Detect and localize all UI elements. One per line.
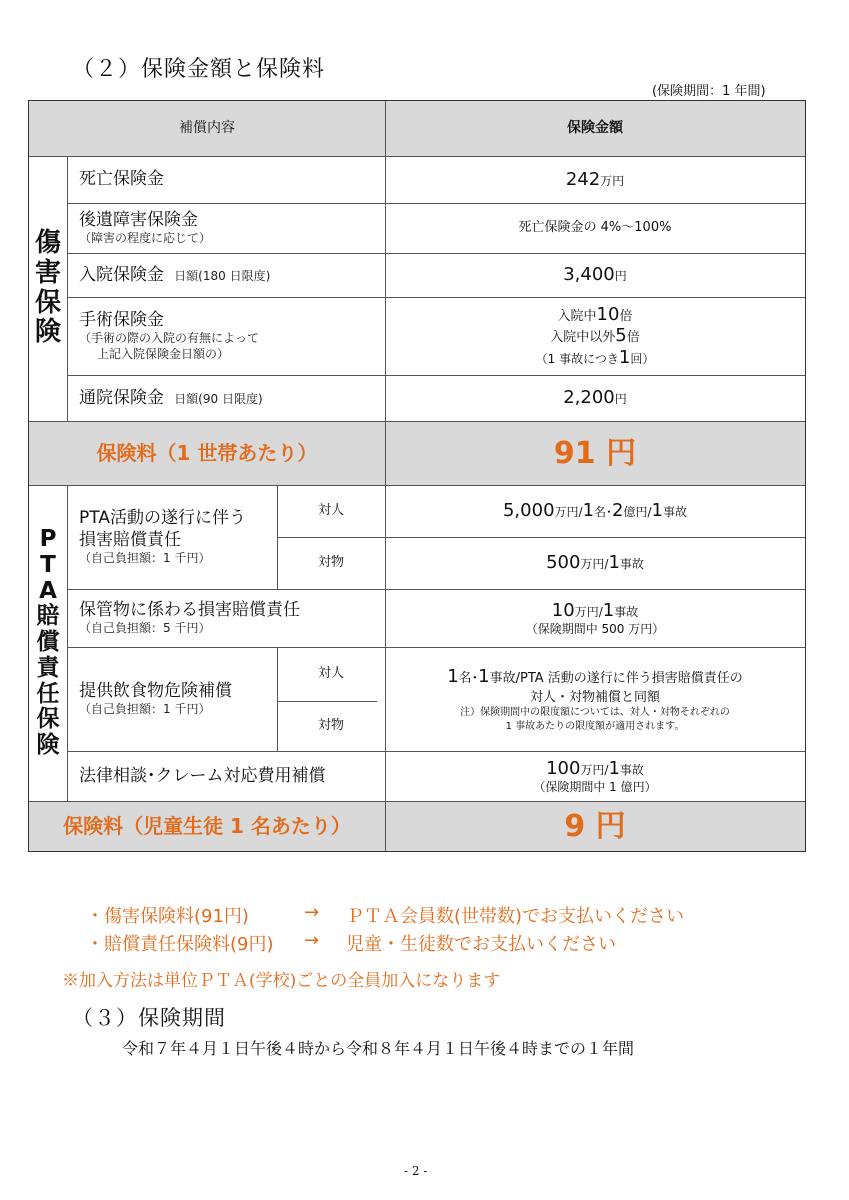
payment-line-1-arrow: → — [304, 902, 320, 923]
section-3-title: （３）保険期間 — [72, 1006, 226, 1030]
food-hazard-amount: 1 名･ 1 事故/PTA 活動の遂行に伴う損害賠償責任の 対人・対物補償と同額 注）保険期間中の限度額については、対人・対物それぞれの 1 事故あたりの限度額が適用されます。 — [447, 665, 743, 732]
liability-premium-value: 9 円 — [564, 808, 626, 844]
section-2-title: （２）保険金額と保険料 — [72, 57, 326, 82]
death-benefit-label: 死亡保険金 — [79, 169, 164, 190]
pta-person-label: 対人 — [317, 502, 344, 518]
pta-property-label: 対物 — [317, 554, 344, 570]
custody-liability-label: 保管物に係わる損害賠償責任 （自己負担額：5 千円） — [79, 600, 300, 636]
enrollment-note: ※加入方法は単位ＰＴＡ(学校)ごとの全員加入になります — [62, 971, 501, 991]
outpatient-benefit-label: 通院保険金 日額(90 日限度) — [79, 387, 263, 408]
death-benefit-amount: 242 万円 — [565, 168, 625, 190]
injury-premium-label: 保険料（1 世帯あたり） — [96, 441, 318, 465]
hospital-benefit-label: 入院保険金 日額(180 日限度) — [79, 264, 271, 285]
pta-property-amount: 500 万円/ 1 事故 — [546, 552, 644, 574]
payment-line-1-right: ＰＴＡ会員数(世帯数)でお支払いください — [346, 906, 685, 927]
legal-consultation-label: 法律相談･クレーム対応費用補償 — [79, 765, 326, 786]
payment-line-1-left: ・傷害保険料(91円) — [86, 906, 249, 927]
page-number: - 2 - — [404, 1164, 428, 1178]
insurance-table — [28, 100, 806, 852]
disability-benefit-label: 後遺障害保険金 （障害の程度に応じて） — [79, 210, 212, 246]
pta-person-amount: 5,000 万円/ 1 名･ 2 億円/ 1 事故 — [502, 500, 687, 522]
surgery-benefit-amount: 入院中 10 倍 入院中以外 5 倍 （1 事故につき 1 回） — [535, 303, 655, 368]
food-person-label: 対人 — [317, 665, 344, 681]
disability-benefit-amount: 死亡保険金の 4%～100% — [518, 219, 672, 235]
payment-line-2-arrow: → — [304, 930, 320, 951]
food-property-label: 対物 — [317, 717, 344, 733]
legal-consultation-amount: 100 万円/ 1 事故 （保険期間中 1 億円） — [533, 757, 657, 794]
pta-liability-label: PTA活動の遂行に伴う 損害賠償責任 （自己負担額：1 千円） — [79, 508, 246, 566]
injury-premium-value: 91 円 — [553, 435, 637, 471]
payment-line-2-left: ・賠償責任保険料(9円) — [86, 934, 274, 955]
custody-liability-amount: 10 万円/ 1 事故 （保険期間中 500 万円） — [525, 599, 665, 636]
hospital-benefit-amount: 3,400 円 — [563, 264, 627, 286]
liability-insurance-label: P T A 賠 償 責 任 保 険 — [36, 526, 60, 759]
insurance-period-text: 令和７年４月１日午後４時から令和８年４月１日午後４時までの１年間 — [122, 1039, 635, 1058]
header-content: 補償内容 — [179, 120, 235, 137]
insurance-period-note: (保険期間：1 年間) — [652, 84, 766, 99]
liability-premium-label: 保険料（児童生徒 1 名あたり） — [63, 814, 351, 838]
header-amount: 保険金額 — [567, 120, 623, 137]
injury-insurance-label: 傷 害 保 険 — [34, 227, 61, 348]
outpatient-benefit-amount: 2,200 円 — [563, 387, 627, 409]
payment-line-2-right: 児童・生徒数でお支払いください — [346, 934, 616, 955]
food-hazard-label: 提供飲食物危険補償 （自己負担額：1 千円） — [79, 681, 232, 717]
surgery-benefit-label: 手術保険金 （手術の際の入院の有無によって 上記入院保険金日額の） — [79, 310, 260, 362]
